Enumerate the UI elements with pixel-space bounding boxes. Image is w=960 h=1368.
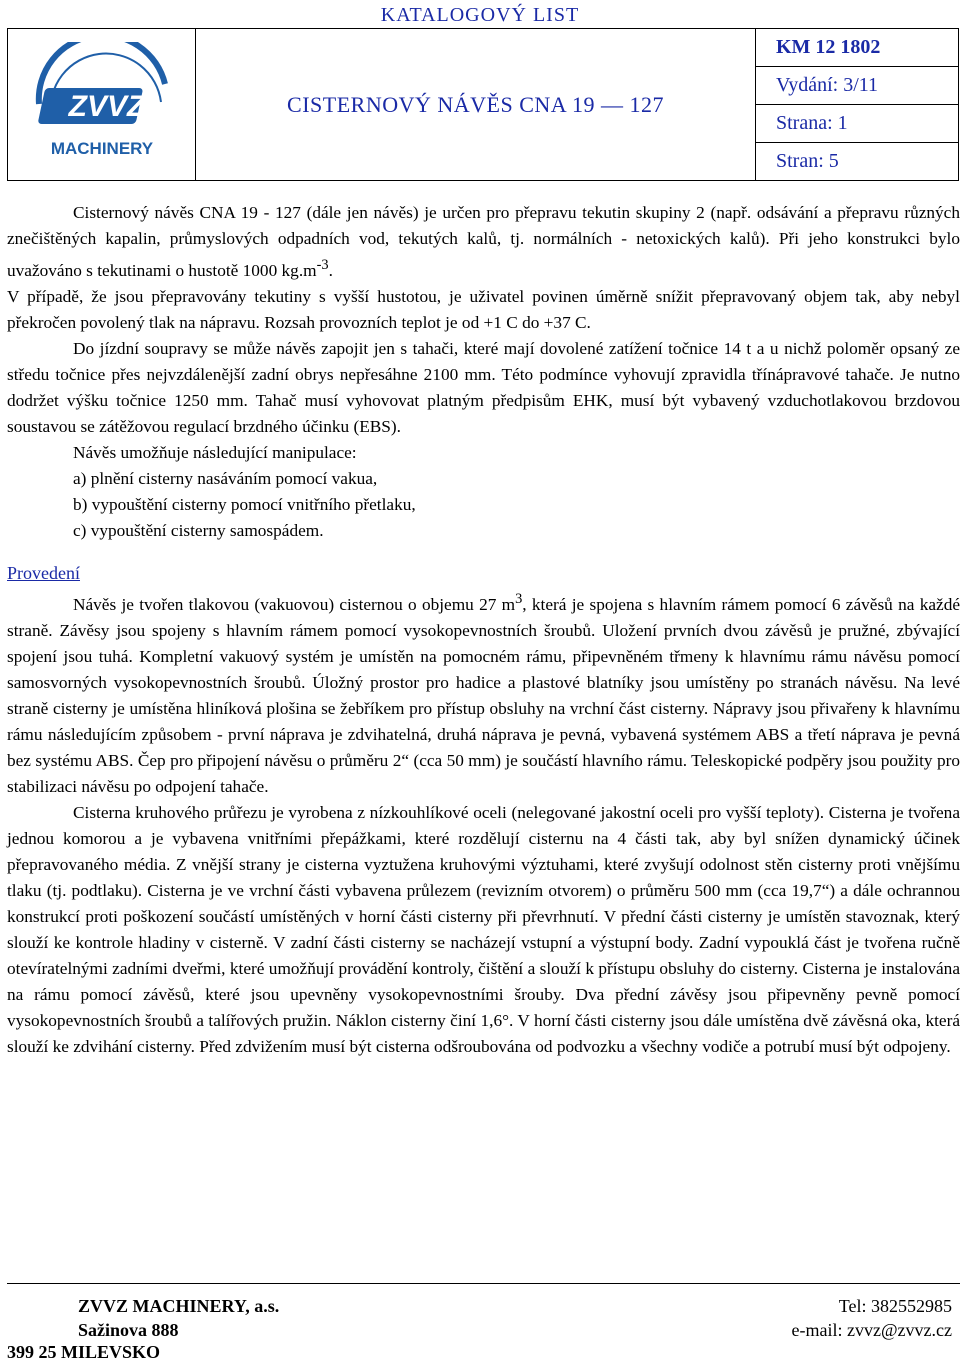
issue-number: Vydání: 3/11 — [756, 67, 959, 105]
company-name: ZVVZ MACHINERY, a.s. — [78, 1296, 280, 1316]
logo-text: ZVVZ — [68, 90, 145, 123]
city-address: 399 25 MILEVSKO — [7, 1342, 161, 1362]
list-item: b) vypouštění cisterny pomocí vnitřního přetlaku, — [73, 494, 416, 514]
page-count: Stran: 5 — [756, 143, 959, 181]
company-logo — [8, 29, 196, 181]
phone-number: Tel: 382552985 — [838, 1296, 952, 1316]
paragraph-tank: Cisterna kruhového průřezu je vyrobena z nízkouhlíkové oceli (nelegované jakostní oceli pro vyšší teploty). Cisterna je tvořena jednou komorou a je vybavena vnitřními přepážkami, které rozdělují cisternu na 4 části tak, aby byl snížen dynamický účinek přepravovaného média. Z vnější strany je cisterna vyztužena kruhovými výztuhami, které zvyšují odolnost stěn cisterny proti vnějšímu tlaku (tj. podtlaku). Cisterna je ve vrchní části vybavena průlezem (revizním otvorem) o průměru 500 mm (cca 19,7“) a dále ochrannou konstrukcí proti poškození součástí umístěných v horní části cisterny při převrhnutí. V přední části cisterny je umístěn stavoznak, který slouží ke kontrole hladiny v cisterně. V zadní části cisterny se nacházejí vstupní a výstupní body. Zadní vypouklá část je tvořena ručně otevíratelnými zadními dveřmi, které umožňují provádění kontroly, čištění a slouží k přístupu obsluhy do cisterny. Cisterna je instalována na rámu pomocí závěsů, které jsou upevněny vysokopevnostními šrouby. Dva přední závěsy jsou připevněny pevně pomocí vysokopevnostních šroubů a talířových pružin. Náklon cisterny činí 1,6°. V horní části cisterny jsou dále umístěna dvě závěsná oka, která slouží ke zdvihání cisterny. Před zdvižením musí být cisterna odšroubována od podvozku a všechny vodiče a potrubí musí být odpojeny. — [7, 802, 960, 1056]
logo-subtext: MACHINERY — [50, 139, 153, 158]
catalog-sheet-title: KATALOGOVÝ LIST — [380, 4, 580, 26]
page-number: Strana: 1 — [756, 105, 959, 143]
list-item: c) vypouštění cisterny samospádem. — [73, 520, 324, 540]
document-code: KM 12 1802 — [756, 29, 959, 67]
paragraph-construction: Návěs je tvořen tlakovou (vakuovou) cisternou o objemu 27 $m^3$, která je spojena s hlavním rámem pomocí 6 závěsů na každé straně. Závěsy jsou spojeny s hlavním rámem pomocí vysokopevnostních šroubů. Uložení prvních dvou závěsů je pružné, zbývající spojení jsou tuhá. Kompletní vakuový systém je umístěn na pomocném rámu, připevněném třmeny k hlavnímu rámu návěsu pomocí samosvorných vysokopevnostních šroubů. Úložný prostor pro hadice a plastové blatníky jsou umístěny po stranách návěsu. Na levé straně cisterny je umístěna hliníková plošina se žebříkem pro přístup obsluhy na vrchní část cisterny. Nápravy jsou přivařeny k hlavnímu rámu následujícím způsobem - první náprava je zdvihatelná, druhá náprava je pevná, vybavená systémem ABS a třetí náprava je pevná bez systému ABS. Čep pro připojení návěsu o průměru 2“ (cca 50 mm) je součástí hlavního rámu. Teleskopické podpěry jsou použity pro stabilizaci návěsu po odpojení tahače. — [7, 590, 960, 796]
paragraph-purpose: Cisternový návěs CNA 19 - 127 (dále jen návěs) je určen pro přepravu tekutin skupiny 2 (např. odsávání a přepravu různých znečištěných kapalin, průmyslových odpadních vod, tekutých kalů, tj. normálních - netoxických kalů). Při jeho konstrukci bylo uvažováno s tekutinami o hustotě 1000 $kg.m^{-3}$. — [7, 203, 960, 280]
document-body — [7, 200, 960, 1060]
list-item: a) plnění cisterny nasáváním pomocí vakua, — [73, 468, 378, 488]
document-header-table — [7, 28, 959, 181]
footer — [78, 1294, 952, 1342]
paragraph-density: V případě, že jsou přepravovány tekutiny s vyšší hustotou, je uživatel povinen úměrně snížit přepravovaný objem tak, aby nebyl překročen povolený tlak na nápravu. Rozsah provozních teplot je od +1 C do +37 C. — [7, 286, 960, 332]
street-address: Sažinova 888 — [78, 1320, 179, 1340]
document-title: CISTERNOVÝ NÁVĚS CNA 19 — 127 — [196, 29, 756, 181]
zvvz-logo-icon — [27, 42, 177, 162]
paragraph-manipulation: Návěs umožňuje následující manipulace: — [73, 442, 357, 462]
footer-divider — [7, 1283, 960, 1284]
paragraph-tractor: Do jízdní soupravy se může návěs zapojit jen s tahači, které mají dovolené zatížení točnice 14 t a u nichž poloměr opsaný ze středu točnice přes nejvzdálenější zadní obrys nepřesáhne 2100 mm. Této podmínce vyhovují zpravidla třínápravové tahače. Je nutno dodržet výšku točnice 1250 mm. Tahač musí vyhovovat platným předpisům EHK, musí být vybavený vzduchotlakovou brzdovou soustavou se zátěžovou regulací brzdného účinku (EBS). — [7, 338, 960, 436]
email-address: e-mail: zvvz@zvvz.cz — [791, 1320, 952, 1340]
section-heading: Provedení — [7, 562, 80, 583]
